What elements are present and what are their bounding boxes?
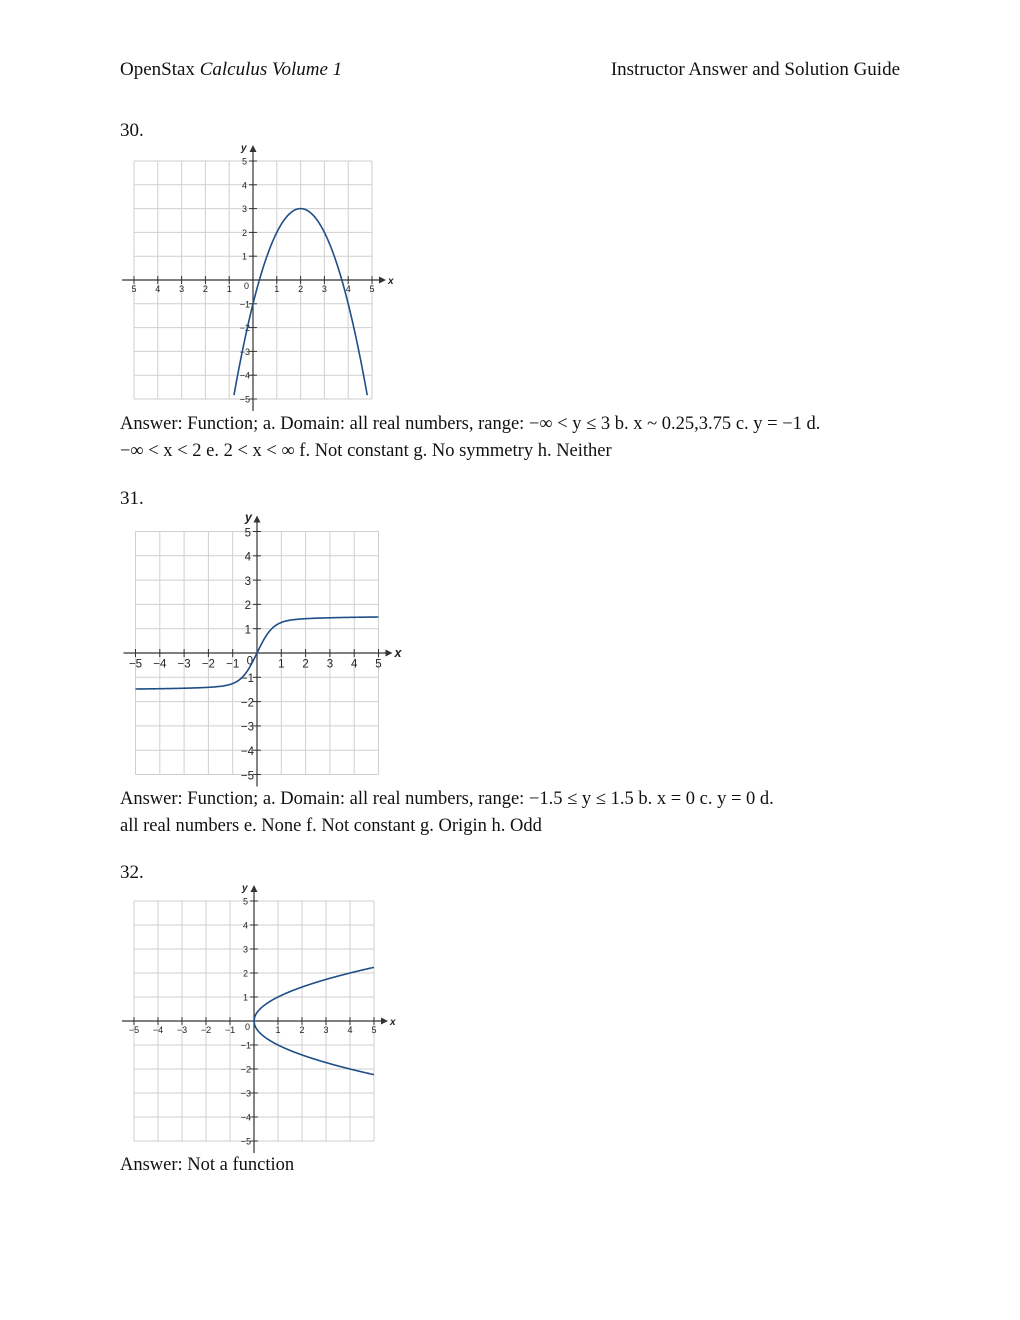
header-book-title: Calculus Volume 1	[199, 59, 343, 80]
y-tick-label: −1	[240, 1040, 251, 1051]
y-tick-label: −2	[240, 1064, 251, 1075]
origin-label: 0	[246, 655, 253, 668]
x-axis-label: x	[390, 1017, 396, 1028]
x-tick-label: −2	[200, 1025, 212, 1035]
y-tick-label: −4	[240, 745, 254, 758]
x-tick-label: 4	[155, 284, 161, 294]
x-axis-arrow-icon	[386, 650, 393, 657]
graph-32-svg	[110, 884, 400, 1154]
answer-30-line-2	[120, 438, 612, 465]
y-axis-arrow-icon	[254, 516, 261, 523]
x-tick-label: 5	[369, 284, 375, 294]
graph-32	[110, 884, 400, 1154]
y-axis-arrow-icon	[250, 145, 257, 152]
y-tick-label: 5	[242, 896, 248, 907]
y-tick-label: 1	[241, 251, 247, 262]
y-tick-label: 2	[241, 227, 247, 238]
y-tick-label: −1	[239, 299, 250, 310]
answer-text: c.	[695, 789, 718, 809]
y-intercept-math: y = −1	[753, 414, 802, 434]
problem-number-32: 32.	[120, 862, 144, 883]
y-tick-label: −5	[240, 1136, 251, 1147]
y-tick-label: −1	[240, 673, 254, 686]
answer-text: Answer: Function; a. Domain: all real numbers, range:	[120, 789, 529, 809]
x-axis-label: x	[394, 646, 402, 660]
x-tick-label: −3	[177, 658, 191, 671]
x-axis-arrow-icon	[379, 277, 386, 284]
x-tick-label: 1	[226, 284, 232, 294]
answer-text: e. None f. Not constant g. Origin h. Odd	[239, 816, 542, 836]
x-tick-label: −4	[153, 658, 167, 671]
increasing-math: −∞ < x < 2	[120, 441, 202, 461]
header-right: Instructor Answer and Solution Guide	[610, 59, 900, 80]
x-tick-label: 3	[323, 1025, 329, 1035]
x-tick-label: 4	[345, 284, 351, 294]
y-tick-label: −3	[240, 1088, 251, 1099]
y-tick-label: 5	[241, 156, 247, 167]
y-tick-label: −4	[240, 1112, 251, 1123]
problem-number-31: 31.	[120, 488, 144, 509]
origin-label: 0	[243, 281, 249, 291]
y-tick-label: 3	[241, 204, 247, 215]
x-tick-label: 3	[326, 658, 334, 671]
y-tick-label: 4	[244, 551, 251, 564]
x-axis-label: x	[388, 276, 394, 287]
decreasing-math: 2 < x < ∞	[223, 441, 295, 461]
x-tick-label: −1	[226, 658, 240, 671]
x-tick-label: 2	[302, 658, 309, 671]
answer-text: Answer: Not a function	[120, 1155, 295, 1175]
y-intercept-math: y = 0	[717, 789, 756, 809]
answer-text: Answer: Function; a. Domain: all real numbers, range:	[120, 414, 529, 434]
y-tick-label: −5	[240, 770, 254, 783]
answer-text: d.	[755, 789, 774, 809]
answer-text: c.	[731, 414, 754, 434]
x-tick-label: −1	[224, 1025, 236, 1035]
x-tick-label: −4	[152, 1025, 164, 1035]
graph-31-svg	[110, 510, 400, 785]
y-tick-label: 2	[242, 968, 248, 979]
x-tick-label: 1	[274, 284, 280, 294]
origin-label: 0	[244, 1022, 250, 1032]
answer-text: all real numbers	[120, 816, 240, 836]
y-tick-label: 1	[242, 992, 248, 1003]
x-axis-arrow-icon	[381, 1018, 388, 1025]
answer-31-line-1	[120, 786, 774, 813]
y-tick-label: 5	[244, 527, 251, 540]
header-left	[120, 59, 342, 81]
x-tick-label: 3	[321, 284, 327, 294]
y-tick-label: 1	[244, 624, 251, 637]
answer-text: b.	[610, 414, 634, 434]
problem-number-30: 30.	[120, 120, 144, 141]
answer-30-line-1	[120, 411, 820, 438]
y-tick-label: −2	[239, 323, 250, 334]
x-tick-label: 5	[131, 284, 137, 294]
graph-30	[110, 143, 400, 413]
y-axis-label: y	[241, 143, 247, 154]
x-tick-label: 3	[179, 284, 185, 294]
x-tick-label: 4	[347, 1025, 353, 1035]
x-tick-label: −5	[128, 1025, 140, 1035]
graph-30-svg	[110, 143, 400, 413]
x-tick-label: −5	[128, 658, 143, 671]
y-tick-label: 4	[242, 920, 248, 931]
y-tick-label: −3	[239, 346, 250, 357]
y-tick-label: −4	[239, 370, 250, 381]
x-tick-label: 2	[298, 284, 304, 294]
y-axis-label: y	[242, 883, 248, 894]
y-tick-label: 2	[244, 600, 251, 613]
x-tick-label: 2	[202, 284, 208, 294]
x-tick-label: 5	[375, 658, 382, 671]
x-tick-label: −2	[201, 658, 215, 671]
answer-text: f. Not constant g. No symmetry h. Neither	[294, 441, 612, 461]
range-math: −∞ < y ≤ 3	[528, 414, 611, 434]
answer-32-line-1	[120, 1152, 294, 1179]
y-tick-label: −5	[239, 394, 250, 405]
answer-text: e.	[201, 441, 224, 461]
x-tick-label: 2	[299, 1025, 305, 1035]
range-math: −1.5 ≤ y ≤ 1.5	[528, 789, 634, 809]
x-tick-label: 1	[278, 658, 285, 671]
x-tick-label: 1	[275, 1025, 281, 1035]
y-tick-label: −2	[240, 697, 254, 710]
header-publisher: OpenStax	[120, 59, 200, 80]
answer-31-line-2	[120, 813, 542, 840]
y-tick-label: 3	[242, 944, 248, 955]
function-curve-series-1	[254, 1021, 377, 1075]
graph-31	[110, 510, 400, 785]
intercept-math: x ~ 0.25,3.75	[633, 414, 732, 434]
x-tick-label: 4	[350, 658, 358, 671]
y-tick-label: −3	[240, 721, 254, 734]
x-tick-label: −3	[176, 1025, 188, 1035]
x-intercept-math: x = 0	[656, 789, 696, 809]
y-axis-label: y	[245, 510, 252, 525]
x-tick-label: 5	[371, 1025, 377, 1035]
y-tick-label: 3	[244, 575, 251, 588]
answer-text: b.	[633, 789, 657, 809]
function-curve-series-0	[254, 967, 374, 1021]
y-tick-label: 4	[241, 180, 247, 191]
answer-text: d.	[801, 414, 821, 434]
y-axis-arrow-icon	[251, 885, 258, 892]
